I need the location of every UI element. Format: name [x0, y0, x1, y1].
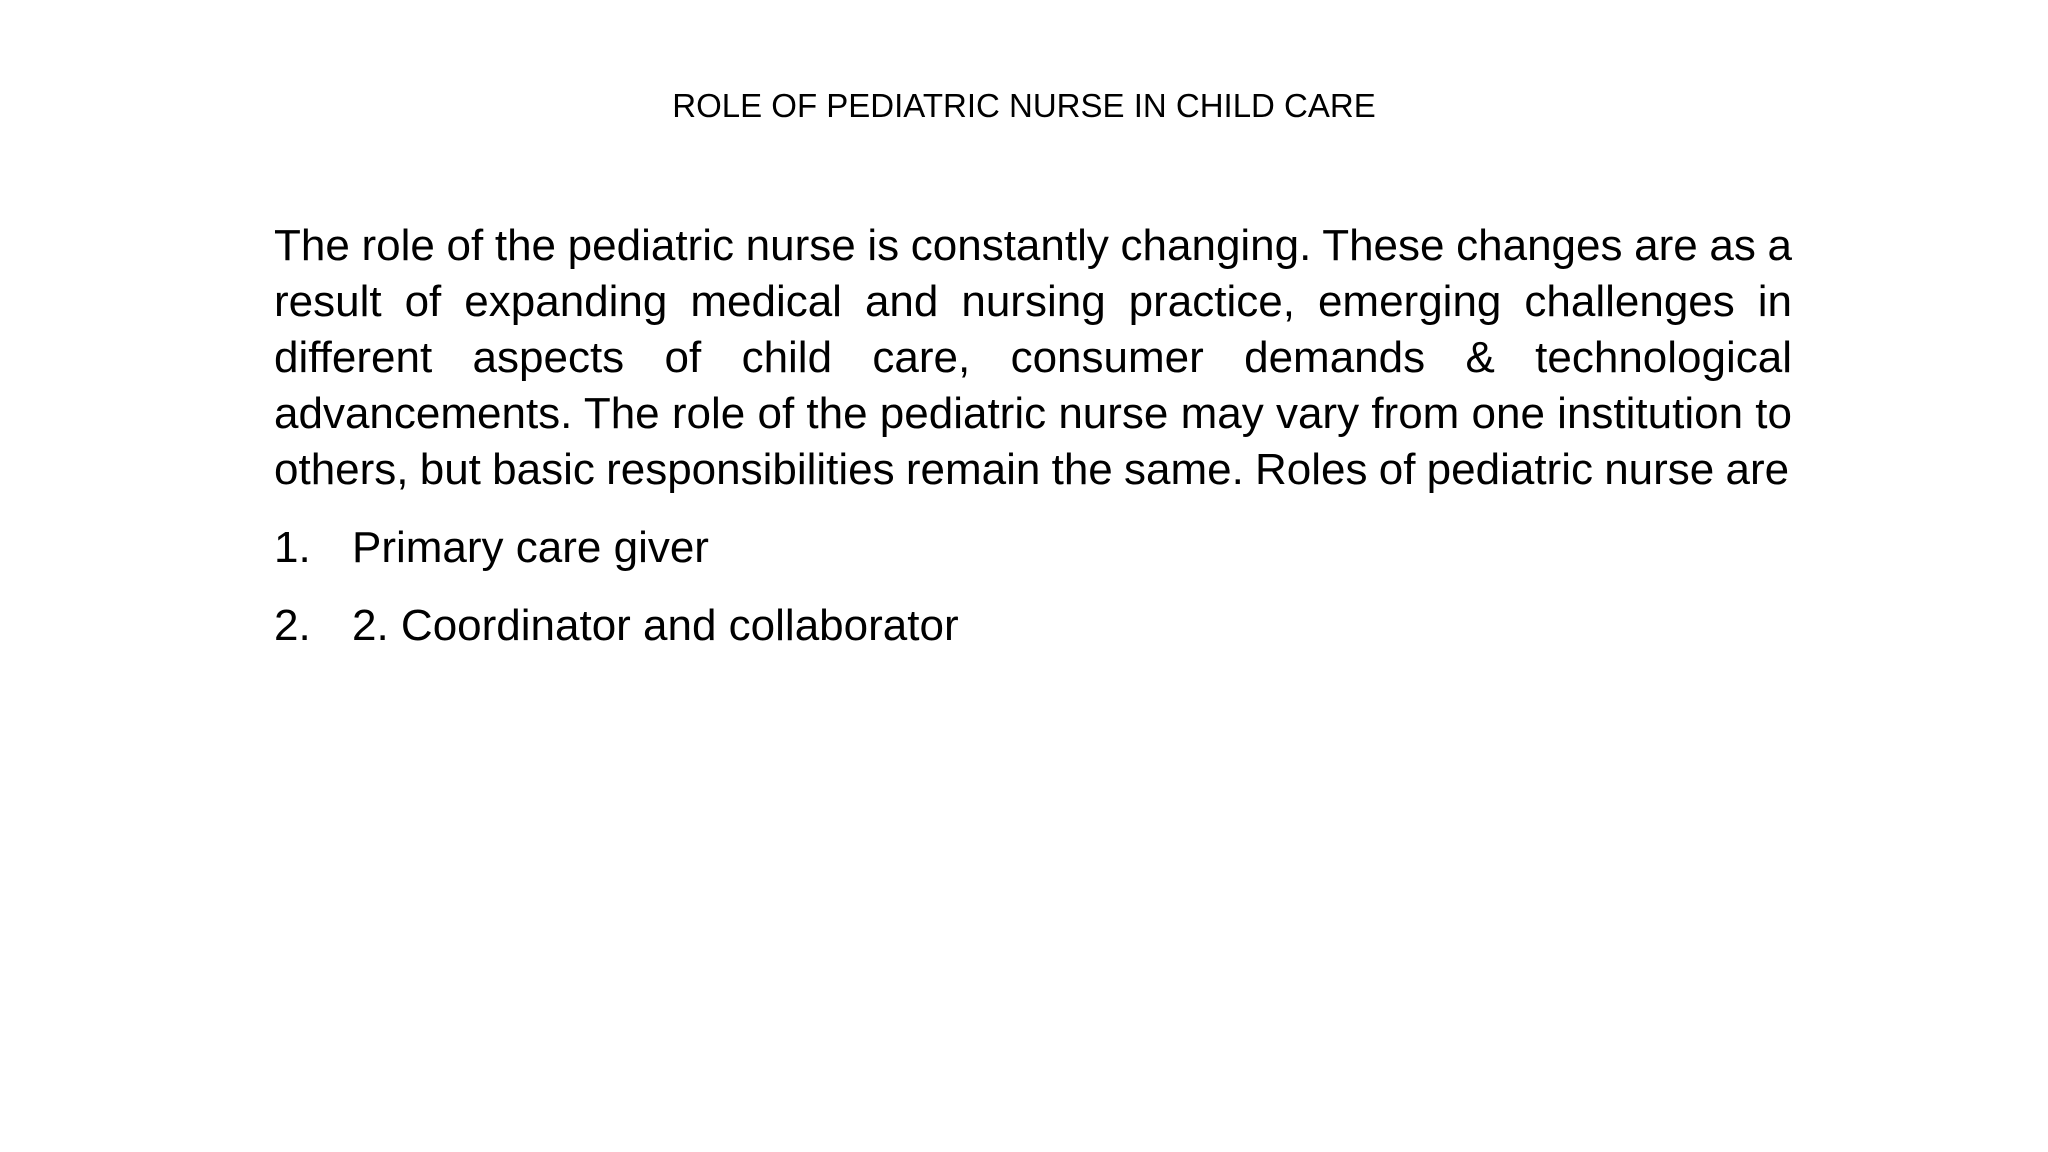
slide-body [274, 218, 1792, 676]
body-paragraph: The role of the pediatric nurse is constantly changing. These changes are as a result of expanding medical and nursing practice, emerging challenges in different aspects of child care, consumer demands & technological advancements. The role of the pediatric nurse may vary from one institution to others, but basic responsibilities remain the same. Roles of pediatric nurse are [274, 221, 1792, 494]
slide-title: ROLE OF PEDIATRIC NURSE IN CHILD CARE [672, 87, 1376, 124]
list-number: 2. [274, 601, 311, 650]
list-item-coordinator-collaborator [274, 598, 1792, 654]
list-item-primary-care-giver [274, 520, 1792, 576]
numbered-list [274, 520, 1792, 654]
list-text: 2. Coordinator and collaborator [352, 601, 959, 650]
list-text: Primary care giver [352, 523, 709, 572]
list-number: 1. [274, 523, 311, 572]
